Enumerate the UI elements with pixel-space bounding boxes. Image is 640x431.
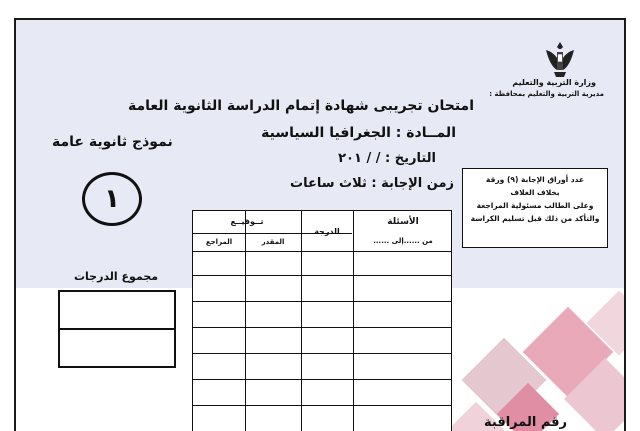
notice-line: بخلاف الغلاف <box>510 188 560 197</box>
grade-header: الدرجة <box>314 227 340 236</box>
table-col-line <box>301 211 302 431</box>
model-label: نموذج ثانوية عامة <box>52 134 173 150</box>
directorate-name: مديرية التربية والتعليم بمحافظة : <box>489 90 604 98</box>
reviewer-header: المراجع <box>205 238 233 246</box>
exam-cover-page <box>14 18 626 431</box>
table-row-line <box>193 379 451 380</box>
answer-sheets-notice <box>462 168 608 248</box>
table-row-line <box>193 353 451 354</box>
notice-line: عدد أوراق الإجابة (٩) ورقة <box>485 175 585 184</box>
ministry-name: وزارة التربية والتعليم <box>512 78 596 87</box>
questions-header: الأسئلة <box>387 217 419 227</box>
table-col-line <box>245 211 246 431</box>
exam-title: امتحان تجريبى شهادة إتمام الدراسة الثانوية العامة <box>127 98 474 114</box>
questions-range: من ......إلى ...... <box>373 237 433 245</box>
grades-sum-box[interactable] <box>58 290 176 368</box>
table-header-line <box>193 251 451 252</box>
table-col-line <box>353 211 354 431</box>
grades-table <box>192 210 452 431</box>
signature-header: تــوقيــع <box>230 217 264 226</box>
exam-subject: المــادة : الجغرافيا السياسية <box>261 125 456 141</box>
grades-sum-label: مجموع الدرجات <box>74 270 159 283</box>
model-number-badge <box>82 172 142 226</box>
grades-sum-divider <box>60 328 174 330</box>
table-row-line <box>193 405 451 406</box>
estimator-header: المقدر <box>261 238 285 246</box>
notice-line: والتأكد من ذلك قبل تسليم الكراسة <box>470 214 600 223</box>
table-row-line <box>193 275 451 276</box>
eagle-emblem-icon <box>544 40 576 80</box>
exam-duration: زمن الإجابة : ثلاث ساعات <box>290 176 454 191</box>
observer-label: رقم المراقبة <box>484 415 568 430</box>
model-number: ١ <box>104 184 120 214</box>
table-row-line <box>193 327 451 328</box>
exam-date: التاريخ : / / ٢٠١ <box>338 151 436 166</box>
table-row-line <box>193 301 451 302</box>
notice-line: وعلى الطالب مسئولية المراجعة <box>476 201 594 210</box>
